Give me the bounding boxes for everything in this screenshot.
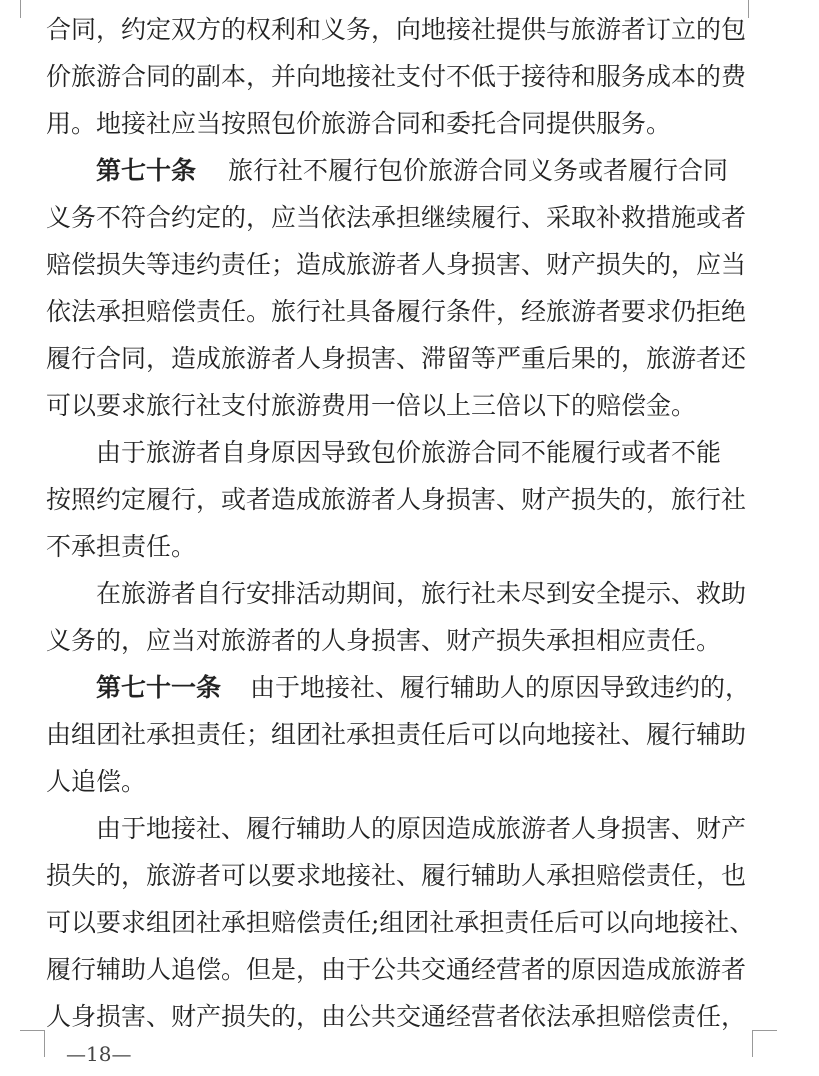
line-text: 由于地接社、履行辅助人的原因造成旅游者人身损害、财产 [96,814,747,843]
text-line [0,524,819,570]
article-71-heading: 第七十一条 [96,673,222,702]
line-text: 义务的，应当对旅游者的人身损害、财产损失承担相应责任。 [46,626,722,655]
line-text: 损失的，旅游者可以要求地接社、履行辅助人承担赔偿责任，也 [46,861,747,890]
text-line [0,54,819,100]
text-line [0,101,819,147]
line-text: 不承担责任。 [46,532,197,561]
line-text: 按照约定履行，或者造成旅游者人身损害、财产损失的，旅行社 [46,485,747,514]
text-line [0,947,819,993]
text-line [0,571,819,617]
crop-mark-bottom-left [20,1030,45,1057]
text-line [0,806,819,852]
text-line [0,289,819,335]
line-text: 义务不符合约定的，应当依法承担继续履行、采取补救措施或者 [46,203,747,232]
page-number: —18— [66,1042,132,1066]
text-line [0,195,819,241]
line-text: 由于地接社、履行辅助人的原因导致违约的， [250,673,751,702]
text-line [0,994,819,1040]
line-text: 价旅游合同的副本，并向地接社支付不低于接待和服务成本的费 [46,62,747,91]
text-line [0,383,819,429]
line-text: 由组团社承担责任；组团社承担责任后可以向地接社、履行辅助 [46,720,747,749]
text-line [0,618,819,664]
line-text: 人追偿。 [46,767,147,796]
line-text: 依法承担赔偿责任。旅行社具备履行条件，经旅游者要求仍拒绝 [46,297,747,326]
text-line [0,853,819,899]
text-line [0,477,819,523]
line-text: 履行辅助人追偿。但是，由于公共交通经营者的原因造成旅游者 [46,955,747,984]
line-text: 可以要求旅行社支付旅游费用一倍以上三倍以下的赔偿金。 [46,391,697,420]
line-text: 在旅游者自行安排活动期间，旅行社未尽到安全提示、救助 [96,579,747,608]
line-text: 履行合同，造成旅游者人身损害、滞留等严重后果的，旅游者还 [46,344,747,373]
line-text: 旅行社不履行包价旅游合同义务或者履行合同 [228,156,729,185]
text-line [0,7,819,53]
text-line [0,759,819,805]
article-heading-line [0,665,819,711]
crop-mark-bottom-right [752,1030,777,1057]
article-heading-line [0,148,819,194]
line-text: 人身损害、财产损失的，由公共交通经营者依法承担赔偿责任， [46,1002,747,1031]
text-line [0,712,819,758]
line-text: 由于旅游者自身原因导致包价旅游合同不能履行或者不能 [96,438,722,467]
text-line [0,430,819,476]
text-line [0,900,819,946]
text-line [0,336,819,382]
line-text: 赔偿损失等违约责任；造成旅游者人身损害、财产损失的，应当 [46,250,747,279]
line-text: 可以要求组团社承担赔偿责任;组团社承担责任后可以向地接社、 [46,908,755,937]
line-text: 用。地接社应当按照包价旅游合同和委托合同提供服务。 [46,109,672,138]
article-70-heading: 第七十条 [96,156,197,185]
text-line [0,242,819,288]
line-text: 合同，约定双方的权利和义务，向地接社提供与旅游者订立的包 [46,15,747,44]
